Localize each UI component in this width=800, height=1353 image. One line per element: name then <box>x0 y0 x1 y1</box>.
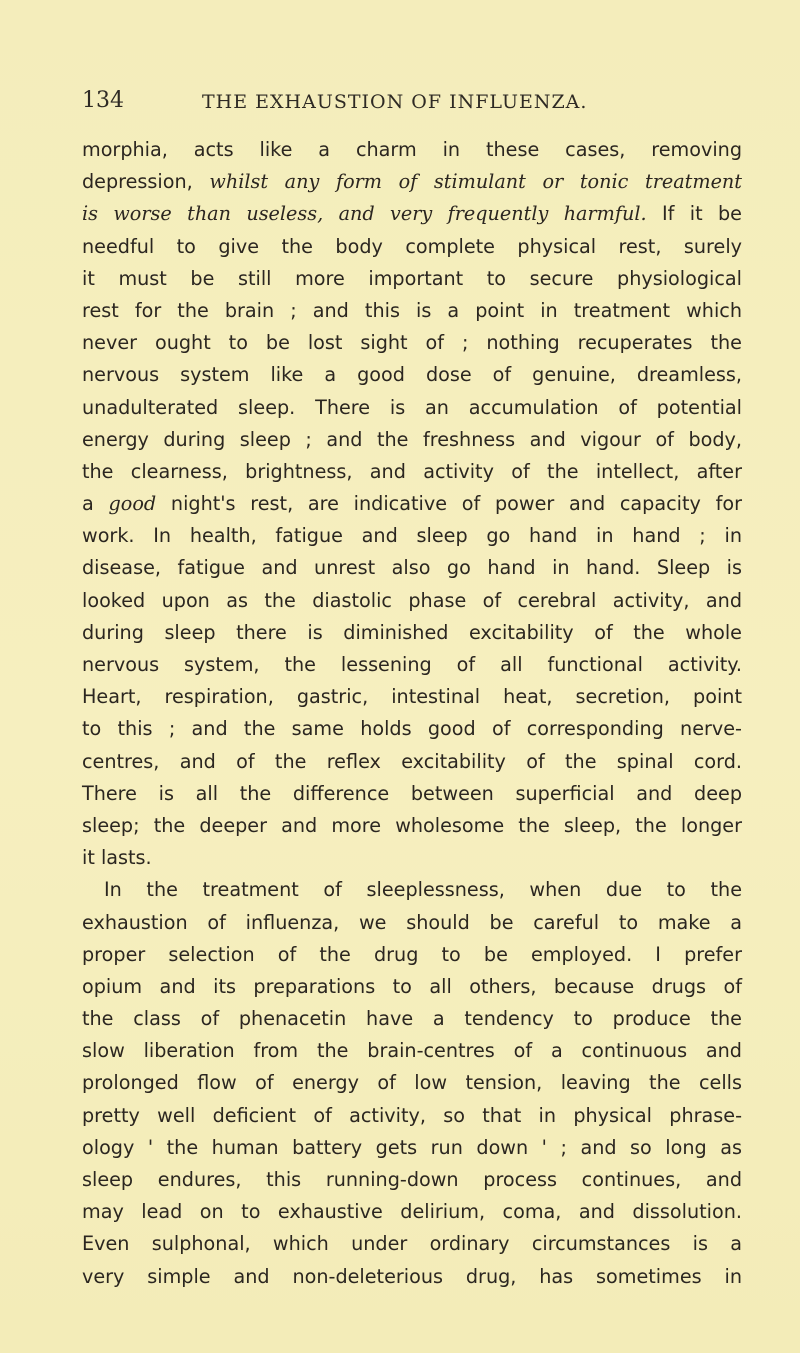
text-segment: Even sulphonal, which under ordinary circumstances is a <box>82 1232 742 1256</box>
text-segment: the clearness, brightness, and activity of the intellect, after <box>82 459 742 483</box>
text-line <box>82 1196 742 1228</box>
text-segment: never ought to be lost sight of ; nothing recuperates the <box>82 331 742 355</box>
text-line <box>82 231 742 263</box>
text-segment: energy during sleep ; and the freshness and vigour of body, <box>82 427 742 451</box>
text-line <box>82 649 742 681</box>
text-segment: In the treatment of sleeplessness, when due to the <box>104 878 742 902</box>
text-segment: sleep endures, this running-down process continues, and <box>82 1168 742 1191</box>
text-line <box>82 617 742 649</box>
text-line <box>82 359 742 391</box>
text-line <box>82 552 742 584</box>
text-segment: sleep; the deeper and more wholesome the sleep, the longer <box>82 813 742 837</box>
text-segment: looked upon as the diastolic phase of cerebral activity, and <box>82 588 742 612</box>
text-line <box>82 488 742 520</box>
text-line <box>82 778 742 810</box>
text-line <box>82 1100 742 1132</box>
text-line <box>82 424 742 456</box>
text-segment: proper selection of the drug to be employed. I prefer <box>82 942 742 966</box>
text-line <box>82 971 742 1003</box>
text-line <box>82 842 742 874</box>
text-segment: nervous system, the lessening of all functional activity. <box>82 653 742 676</box>
text-line <box>82 198 742 230</box>
text-line <box>82 681 742 713</box>
text-line <box>82 746 742 778</box>
page-number: 134 <box>82 88 124 113</box>
text-line <box>82 295 742 327</box>
text-segment: rest for the brain ; and this is a point in treatment which <box>82 298 742 322</box>
text-line <box>82 1164 742 1196</box>
text-segment: opium and its preparations to all others, because drugs of <box>82 974 742 998</box>
text-segment: There is all the difference between superficial and deep <box>82 781 742 805</box>
text-segment: the class of phenacetin have a tendency to produce the <box>82 1007 742 1031</box>
text-line <box>82 456 742 488</box>
text-segment: slow liberation from the brain-centres of a continuous and <box>82 1039 742 1063</box>
text-segment: pretty well deficient of activity, so that in physical phrase- <box>82 1103 742 1127</box>
text-line <box>82 327 742 359</box>
text-segment: ology ' the human battery gets run down ' ; and so long as <box>82 1135 742 1159</box>
text-segment: work. In health, fatigue and sleep go hand in hand ; in <box>82 524 742 548</box>
text-line <box>82 134 742 166</box>
text-line <box>82 810 742 842</box>
text-segment: it must be still more important to secure physiological <box>82 266 742 290</box>
text-line <box>82 907 742 939</box>
text-segment: may lead on to exhaustive delirium, coma, and dissolution. <box>82 1200 742 1224</box>
text-line <box>82 874 742 906</box>
text-segment: prolonged flow of energy of low tension, leaving the cells <box>82 1071 742 1095</box>
text-line <box>82 166 742 198</box>
text-segment: it lasts. <box>82 846 152 870</box>
text-line <box>82 713 742 745</box>
text-segment: to this ; and the same holds good of corresponding nerve- <box>82 717 742 741</box>
text-line <box>82 1003 742 1035</box>
text-line <box>82 1035 742 1067</box>
text-line <box>82 1067 742 1099</box>
text-segment: very simple and non-deleterious drug, has sometimes in <box>82 1264 742 1288</box>
running-title: THE EXHAUSTION OF INFLUENZA. <box>202 91 588 113</box>
text-line <box>82 1132 742 1164</box>
text-segment: If it be <box>646 202 742 226</box>
text-line <box>82 263 742 295</box>
italic-text: good <box>108 492 157 516</box>
text-segment: night's rest, are indicative of power and capacity for <box>156 492 742 516</box>
text-segment: unadulterated sleep. There is an accumulation of potential <box>82 395 742 419</box>
text-segment: centres, and of the reflex excitability of the spinal cord. <box>82 749 742 773</box>
text-segment: disease, fatigue and unrest also go hand in hand. Sleep is <box>82 556 742 580</box>
text-line <box>82 585 742 617</box>
text-segment: morphia, acts like a charm in these cases, removing <box>82 138 742 161</box>
text-segment: depression, <box>82 170 210 194</box>
text-segment: exhaustion of influenza, we should be careful to make a <box>82 910 742 934</box>
text-line <box>82 392 742 424</box>
text-line <box>82 1261 742 1293</box>
running-head <box>82 88 742 124</box>
text-segment: Heart, respiration, gastric, intestinal heat, secretion, point <box>82 685 742 709</box>
text-segment: needful to give the body complete physical rest, surely <box>82 234 742 258</box>
italic-text: whilst any form of stimulant or tonic treatment <box>209 170 743 194</box>
body-text <box>82 134 742 1293</box>
italic-text: is worse than useless, and very frequently harmful. <box>82 202 647 226</box>
text-line <box>82 520 742 552</box>
text-line <box>82 939 742 971</box>
text-line <box>82 1228 742 1260</box>
text-segment: a <box>82 492 109 516</box>
text-segment: nervous system like a good dose of genuine, dreamless, <box>82 363 742 387</box>
text-segment: during sleep there is diminished excitability of the whole <box>82 620 742 644</box>
